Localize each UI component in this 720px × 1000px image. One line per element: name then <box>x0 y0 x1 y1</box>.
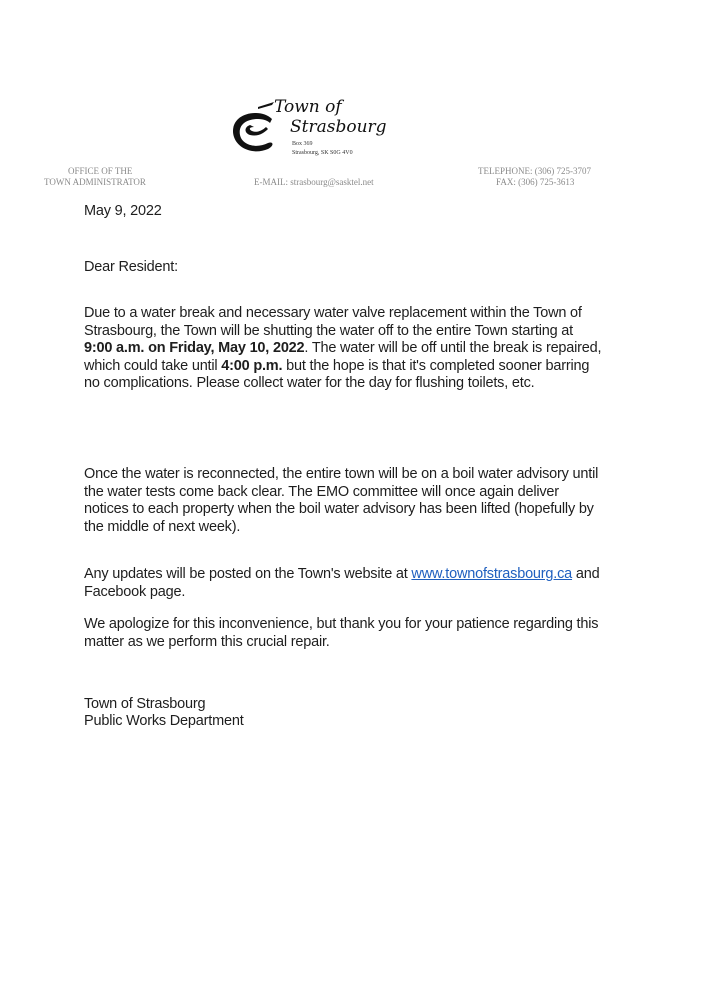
para1-text1: Due to a water break and necessary water valve replacement within the Town of Strasbourg, the Town will be shutting the water off to the entire Town starting at <box>84 305 582 339</box>
signature-line1: Town of Strasbourg <box>84 696 206 712</box>
org-name-line1: Town of <box>274 97 342 117</box>
org-po-box: Box 369 <box>292 141 313 147</box>
email-line: E-MAIL: strasbourg@sasktel.net <box>254 177 374 187</box>
fax-line: FAX: (306) 725-3613 <box>496 177 575 187</box>
para1-text2: . The water will be off until the break is repaired, which could take until <box>84 340 602 374</box>
office-line2: TOWN ADMINISTRATOR <box>44 177 146 187</box>
para3-text1: Any updates will be posted on the Town's website at <box>84 566 412 582</box>
paragraph-apology: We apologize for this inconvenience, but thank you for your patience regarding this matter as we perform this crucial repair. <box>84 616 599 650</box>
org-name-line2: Strasbourg <box>290 117 387 137</box>
paragraph-boil-advisory: Once the water is reconnected, the entire town will be on a boil water advisory until the water tests come back clear. The EMO committee will once again deliver notices to each property when the boil water advisory has been lifted (hopefully by the middle of next week). <box>84 466 599 535</box>
paragraph-water-shutoff <box>84 305 604 393</box>
signature-line2: Public Works Department <box>84 713 244 729</box>
letter-salutation: Dear Resident: <box>84 259 178 275</box>
shutoff-datetime: 9:00 a.m. on Friday, May 10, 2022 <box>84 340 305 356</box>
website-link[interactable]: www.townofstrasbourg.ca <box>411 566 573 582</box>
para1-text3: but the hope is that it's completed sooner barring no complications. Please collect water for the day for flushing toilets, etc. <box>84 357 590 391</box>
telephone-line: TELEPHONE: (306) 725-3707 <box>478 166 591 176</box>
org-address: Strasbourg, SK S0G 4V0 <box>292 150 353 156</box>
end-time: 4:00 p.m. <box>221 357 283 374</box>
office-line1: OFFICE OF THE <box>68 166 133 176</box>
letter-date: May 9, 2022 <box>84 203 162 219</box>
para3-text2: and Facebook page. <box>84 566 600 600</box>
town-logo-icon <box>228 99 278 161</box>
letterhead-logo <box>228 95 428 165</box>
paragraph-updates <box>84 566 604 601</box>
